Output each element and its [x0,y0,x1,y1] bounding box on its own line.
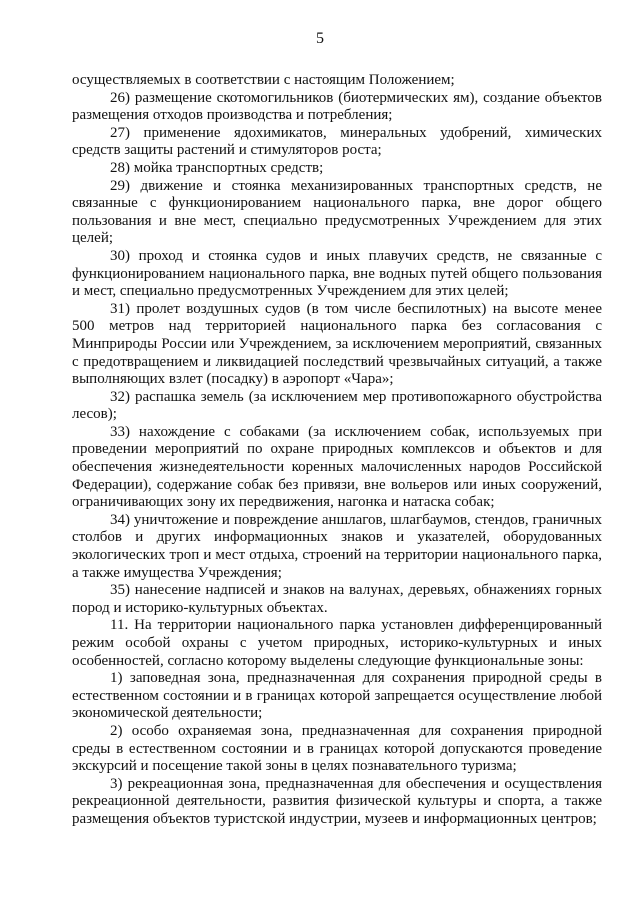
paragraph: 33) нахождение с собаками (за исключением собак, используемых при проведении мероприятий по охране природных комплексов и объектов и для обеспечения жизнедеятельности коренных малочисленных народов Российской Федерации), содержание собак без привязи, вне вольеров или иных сооружений, ограничивающих зону их передвижения, нагонка и натаска собак; [72,423,602,511]
paragraph: 1) заповедная зона, предназначенная для сохранения природной среды в естественном состоянии и в границах которой запрещается осуществление любой экономической деятельности; [72,670,602,722]
paragraph: 27) применение ядохимикатов, минеральных удобрений, химических средств защиты растений и стимуляторов роста; [72,124,602,159]
page-number: 5 [316,30,324,47]
paragraph: 2) особо охраняемая зона, предназначенная для сохранения природной среды в естественном состоянии и в границах которой допускаются проведение экскурсий и посещение такой зоны в целях познавательного туризма; [72,722,602,775]
paragraph: 29) движение и стоянка механизированных транспортных средств, не связанные с функционированием национального парка, вне дорог общего пользования и вне мест, специально предусмотренных Учреждением для этих целей; [72,177,602,247]
paragraph: 11. На территории национального парка установлен дифференцированный режим особой охраны с учетом природных, историко-культурных и иных особенностей, согласно которому выделены следующие функциональные зоны: [72,617,602,669]
paragraph: 3) рекреационная зона, предназначенная для обеспечения и осуществления рекреационной деятельности, развития физической культуры и спорта, а также размещения объектов туристской индустрии, музеев и информационных центров; [72,775,602,827]
paragraph: 28) мойка транспортных средств; [110,159,324,176]
paragraph: 34) уничтожение и повреждение аншлагов, шлагбаумов, стендов, граничных столбов и других информационных знаков и указателей, оборудованных экологических троп и мест отдыха, строений на территории национального парка, а также имущества Учреждения; [72,511,602,581]
paragraph: 26) размещение скотомогильников (биотермических ям), создание объектов размещения отходов производства и потребления; [72,89,602,124]
paragraph: осуществляемых в соответствии с настоящим Положением; [72,72,455,88]
paragraph: 32) распашка земель (за исключением мер противопожарного обустройства лесов); [72,388,602,423]
paragraph: 30) проход и стоянка судов и иных плавучих средств, не связанные с функционированием национального парка, вне водных путей общего пользования и мест, специально предусмотренных Учреждением для этих целей; [72,247,602,300]
paragraph: 31) пролет воздушных судов (в том числе беспилотных) на высоте менее 500 метров над территорией национального парка без согласования с Минприроды России или Учреждением, за исключением мероприятий, связанных с предотвращением и ликвидацией последствий чрезвычайных ситуаций, а также выполняющих взлет (посадку) в аэропорт «Чара»; [72,300,602,388]
paragraph: 35) нанесение надписей и знаков на валунах, деревьях, обнажениях горных пород и историко-культурных объектах. [72,582,602,616]
document-body [72,72,602,829]
